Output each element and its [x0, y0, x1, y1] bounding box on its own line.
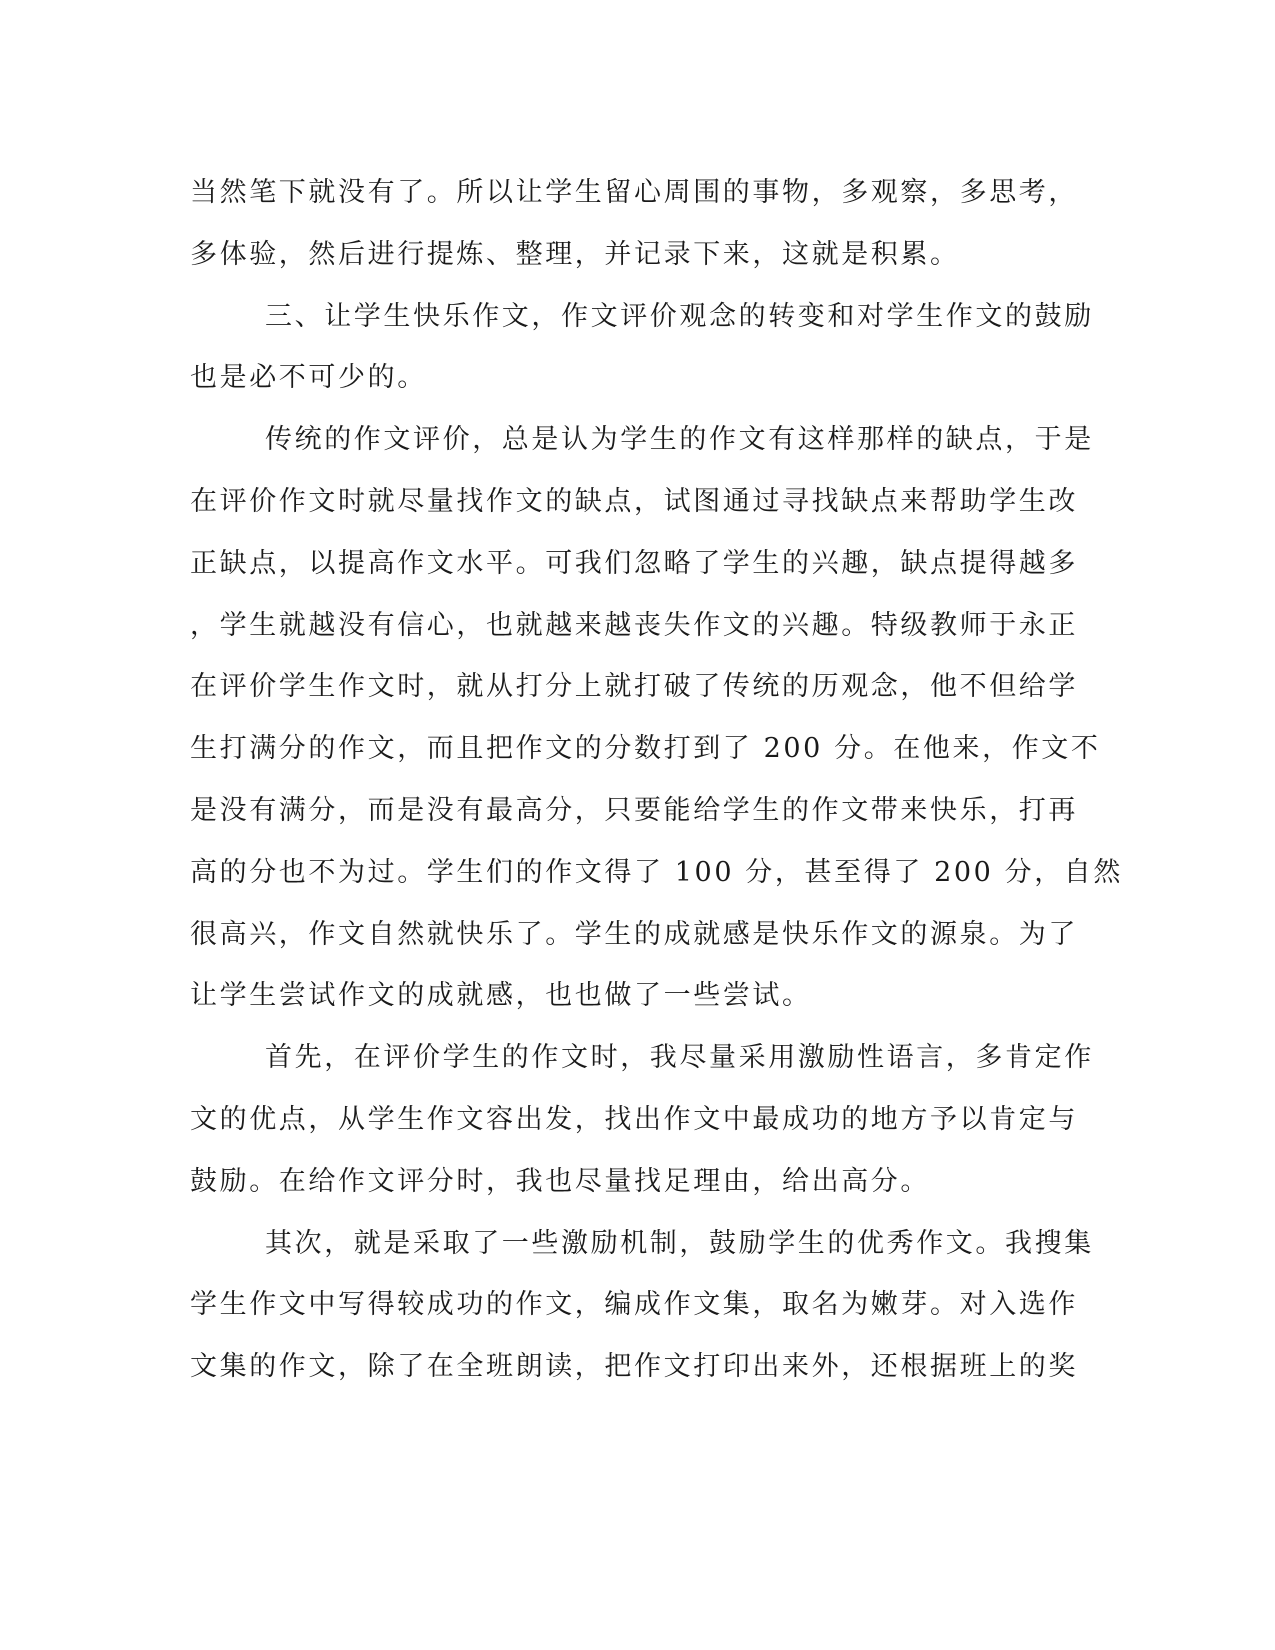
text-line: 首先，在评价学生的作文时，我尽量采用激励性语言，多肯定作	[265, 1042, 1094, 1074]
text-line: 文的优点，从学生作文容出发，找出作文中最成功的地方予以肯定与	[190, 1103, 1078, 1135]
text-line: 是没有满分，而是没有最高分，只要能给学生的作文带来快乐，打再	[190, 794, 1078, 826]
text-line: 也是必不可少的。	[190, 362, 427, 394]
text-line: 在评价学生作文时，就从打分上就打破了传统的历观念，他不但给学	[190, 671, 1078, 703]
text-line: 在评价作文时就尽量找作文的缺点，试图通过寻找缺点来帮助学生改	[190, 485, 1078, 517]
text-line: 很高兴，作文自然就快乐了。学生的成就感是快乐作文的源泉。为了	[190, 918, 1078, 950]
text-line: 其次，就是采取了一些激励机制，鼓励学生的优秀作文。我搜集	[265, 1227, 1094, 1259]
text-line: 三、让学生快乐作文，作文评价观念的转变和对学生作文的鼓励	[265, 300, 1094, 332]
body-text	[190, 162, 1123, 1398]
text-line: 当然笔下就没有了。所以让学生留心周围的事物，多观察，多思考，	[190, 177, 1078, 208]
text-line: 传统的作文评价，总是认为学生的作文有这样那样的缺点，于是	[265, 424, 1094, 456]
text-line: 多体验，然后进行提炼、整理，并记录下来，这就是积累。	[190, 238, 960, 270]
text-line: 学生作文中写得较成功的作文，编成作文集，取名为嫩芽。对入选作	[190, 1289, 1078, 1321]
text-line: 文集的作文，除了在全班朗读，把作文打印出来外，还根据班上的奖	[190, 1351, 1078, 1383]
text-line: 鼓励。在给作文评分时，我也尽量找足理由，给出高分。	[190, 1165, 930, 1197]
text-line: ，学生就越没有信心，也就越来越丧失作文的兴趣。特级教师于永正	[190, 609, 1078, 641]
text-line: 让学生尝试作文的成就感，也也做了一些尝试。	[190, 980, 812, 1012]
text-line: 正缺点，以提高作文水平。可我们忽略了学生的兴趣，缺点提得越多	[190, 547, 1078, 579]
text-line: 高的分也不为过。学生们的作文得了 100 分，甚至得了 200 分，自然	[190, 856, 1123, 888]
text-line: 生打满分的作文，而且把作文的分数打到了 200 分。在他来，作文不	[190, 733, 1101, 765]
